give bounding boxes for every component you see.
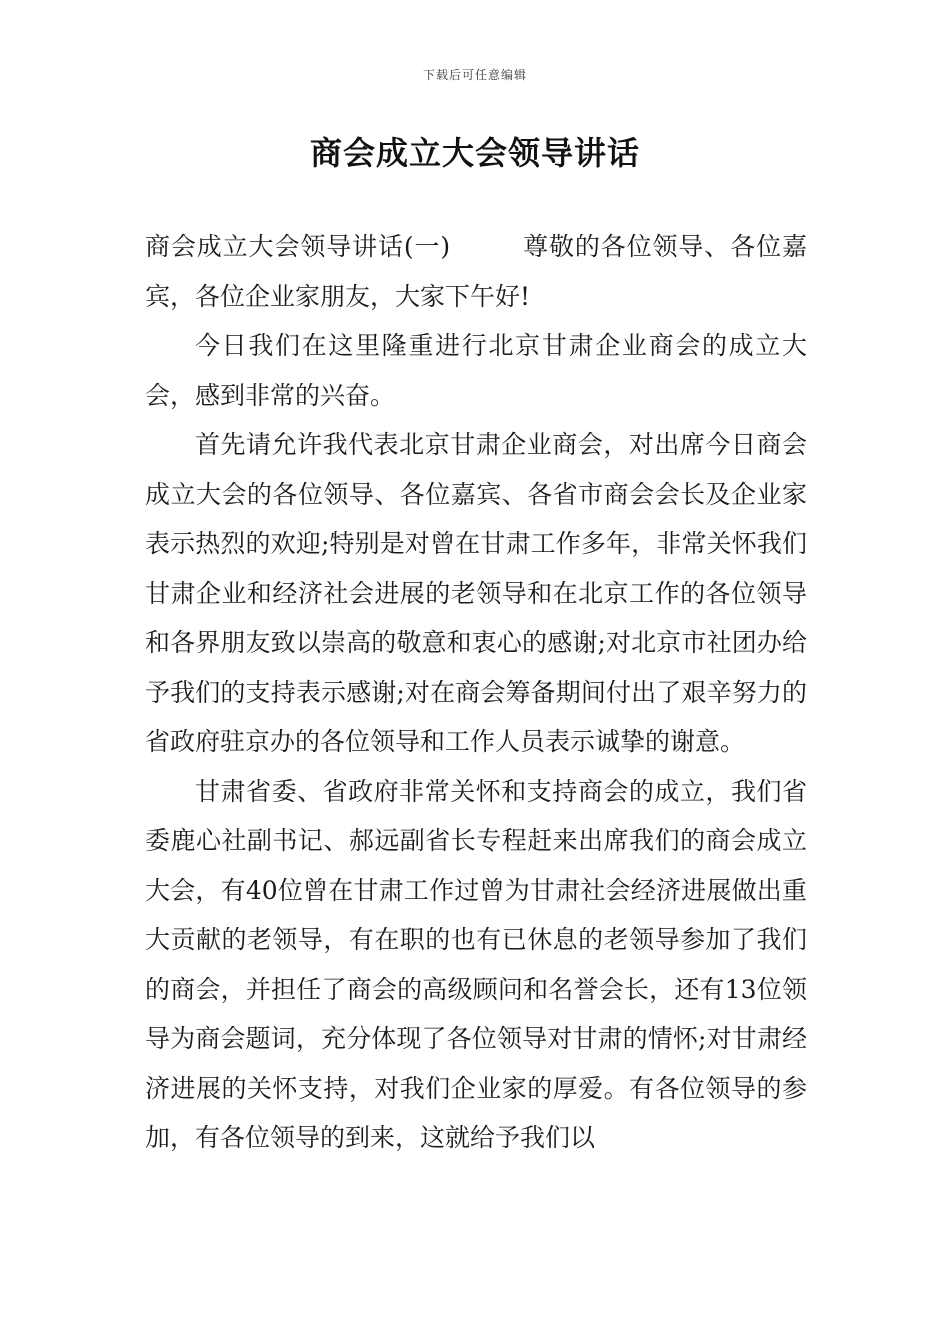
document-body [145,222,807,1163]
header-note: 下载后可任意编辑 [422,68,527,82]
paragraph-1 [145,222,807,321]
paragraph-3: 首先请允许我代表北京甘肃企业商会，对出席今日商会成立大会的各位领导、各位嘉宾、各省市商会会长及企业家表示热烈的欢迎;特别是对曾在甘肃工作多年，非常关怀我们甘肃企业和经济社会进展的老领导和在北京工作的各位领导和各界朋友致以崇高的敬意和衷心的感谢;对北京市社团办给予我们的支持表示感谢;对在商会筹备期间付出了艰辛努力的省政府驻京办的各位领导和工作人员表示诚挚的谢意。 [145,430,807,756]
paragraph-2: 今日我们在这里隆重进行北京甘肃企业商会的成立大会，感到非常的兴奋。 [145,331,807,410]
document-title: 商会成立大会领导讲话 [309,134,640,172]
paragraph-1-lead: 商会成立大会领导讲话(一) [145,232,451,261]
paragraph-1-text: 尊敬的各位领导、各位嘉宾，各位企业家朋友，大家下午好! [145,232,807,311]
paragraph-4: 甘肃省委、省政府非常关怀和支持商会的成立，我们省委鹿心社副书记、郝远副省长专程赶来出席我们的商会成立大会，有40位曾在甘肃工作过曾为甘肃社会经济进展做出重大贡献的老领导，有在职的也有已休息的老领导参加了我们的商会，并担任了商会的高级顾问和名誉会长，还有13位领导为商会题词，充分体现了各位领导对甘肃的情怀;对甘肃经济进展的关怀支持，对我们企业家的厚爱。有各位领导的参加，有各位领导的到来，这就给予我们以 [145,776,807,1152]
